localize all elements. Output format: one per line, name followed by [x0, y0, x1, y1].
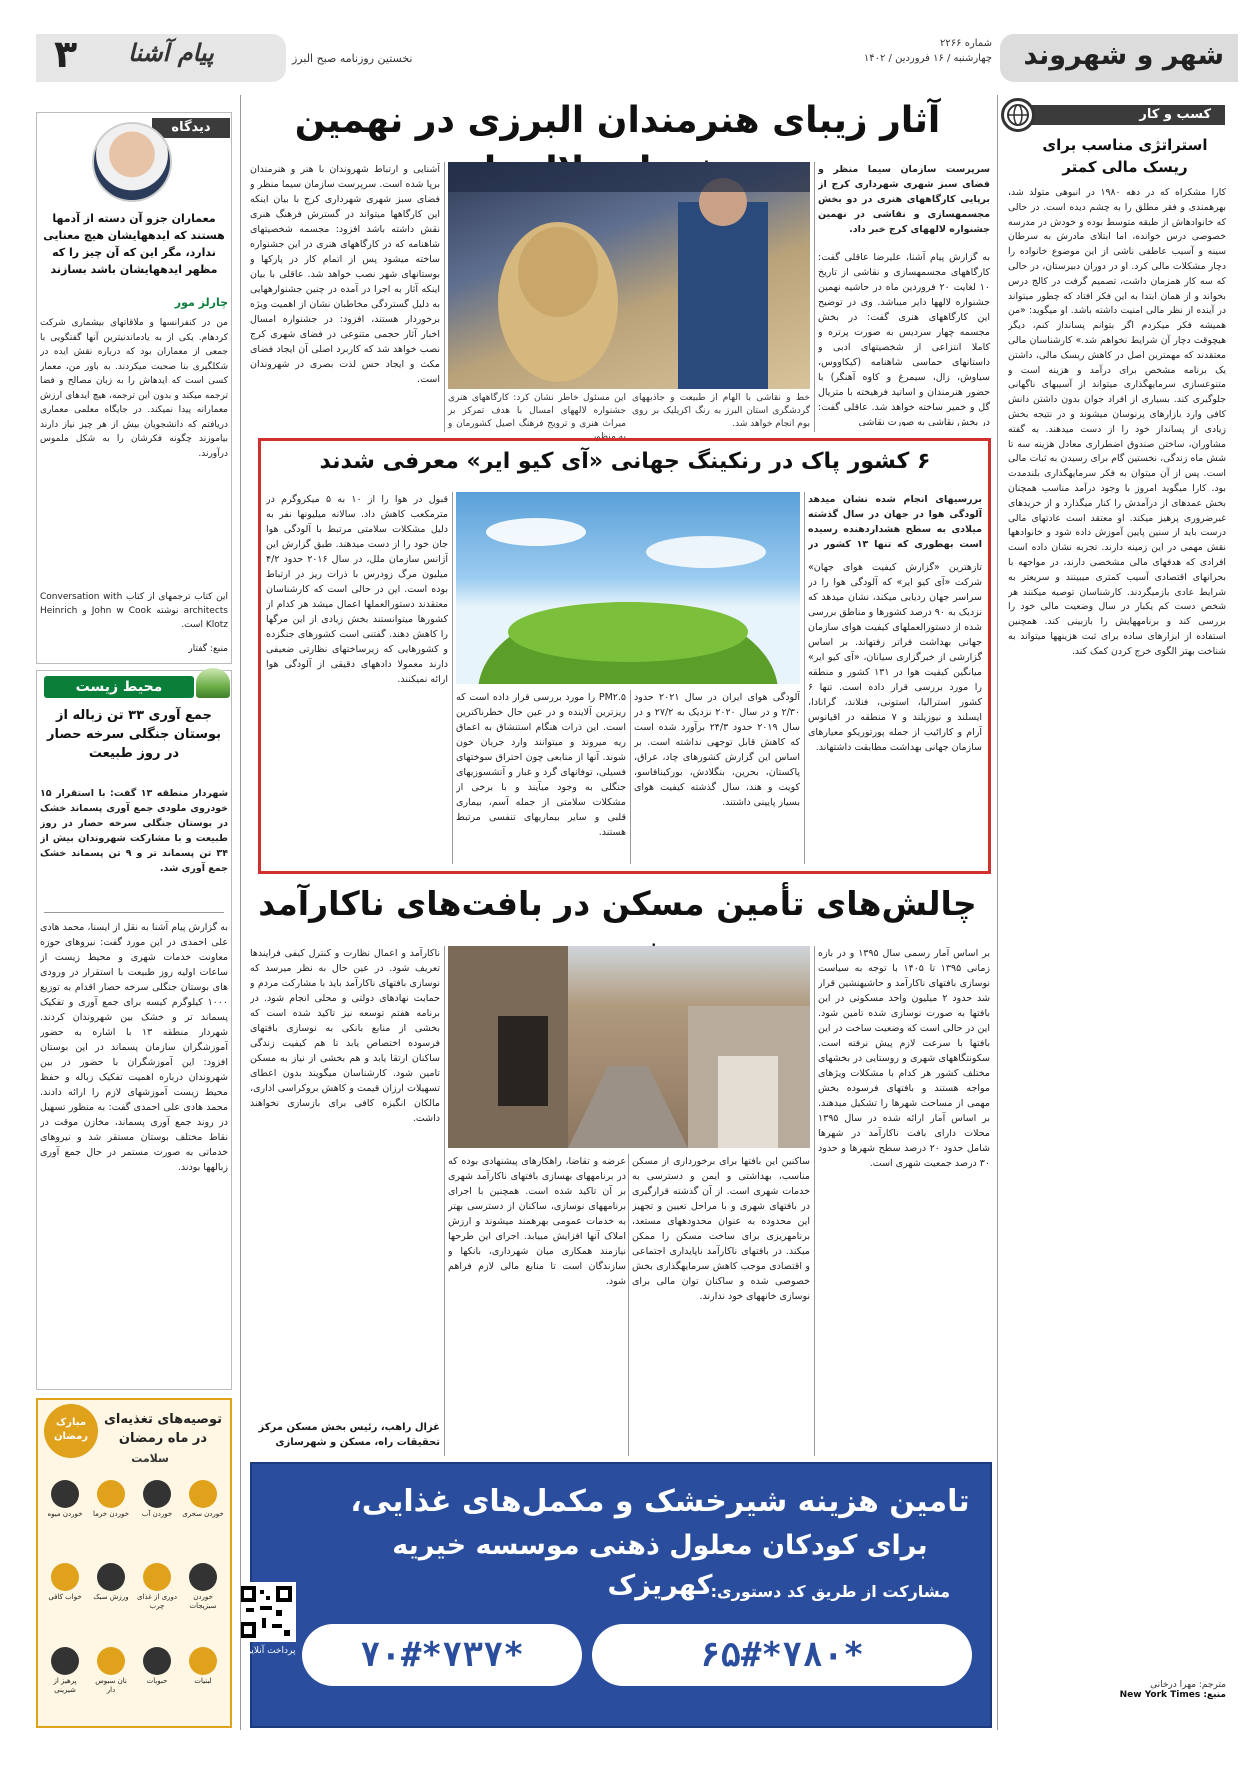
qr-code[interactable] — [236, 1582, 296, 1642]
tip-item — [182, 1557, 224, 1636]
ramadan-logo — [44, 1404, 98, 1458]
paper-masthead — [36, 34, 286, 82]
tip-item — [90, 1641, 132, 1720]
tip-item — [136, 1474, 178, 1553]
opinion-source: منبع: گفتار — [188, 644, 228, 654]
opinion-body: من در کنفرانسها و ملاقاتهای بیشماری شرکت کردهام. یکی از به یادماندنیترین آنها گفتگویی با جمعی از معماران بود که درباره نقش ایده در شکلگیری بنا صحبت میکردند. به باور من، معمار کسی است که ایدهاش را به زبان مصالح و فضا ترجمه میکند و بدون این ترجمه، هیچ ایدهای ارزش معمارانه پیدا نمیکند. در جایگاه معلمی معماری دریافتم که دانشجویان بیش از هر چیز نیاز دارند بیاموزند چگونه فکرشان را به شکل ملموس درآورند. — [40, 318, 228, 459]
article1-body-a: به گزارش پیام آشنا، علیرضا عاقلی گفت: کارگاههای مجسمهسازی و نقاشی از تاریخ ۱۰ لغایت ۲۰ فروردین ماه در حاشیه نهمین جشنواره لالهها دایر میباشد. وی در توضیح این کارگاههای هنری گفت: در بخش مجسمه چهار سردیس به صورت پرتره و کاملا انتزاعی از شخصیتهای ادبی و داستانهای حماسی شاهنامه (کیکاووس، سیاوش، زال، سیمرغ و کاوه آهنگر) با حضور هنرمندان و اساتید فرهیخته با متریال گل و خمیر ساخته خواهد شد. عاقلی گفت: در بخش نقاشی به صورت نقاشی — [818, 252, 990, 426]
tagline: نخستین روزنامه صبح البرز — [292, 52, 413, 65]
ad-line1: تامین هزینه شیرخشک و مکمل‌های غذایی، — [350, 1484, 970, 1519]
tip-label: لبنیات — [194, 1676, 212, 1685]
article2-lead: بررسیهای انجام شده نشان میدهد آلودگی هوا در جهان در سال گذشته میلادی به سطح هشداردهنده رسیده است بهطوری که تنها ۱۳ کشور در — [808, 494, 982, 550]
article1-photo — [448, 162, 810, 389]
article1-caption-2: این مسئول خاطر نشان کرد: کارگاههای هنری جشنواره لالههای امسال با هدف تمرکز بر میراث هنری و ترویج فرهنگ اصیل کشورمان و به منظور — [448, 393, 626, 442]
opinion-author: چارلز مور — [174, 296, 228, 309]
tip-icon — [51, 1480, 79, 1508]
article2-photo — [456, 492, 800, 684]
article3-body-d: عرضه و تقاضا، راهکارهای پیشنهادی بوده که در برنامههای بهسازی بافتهای ناکارآمد شهری بر آن تاکید شده است. همچنین با اجرای برنامههای نوسازی، ساکنان از دسترسی بهتر به خدمات عمومی بهرهمند میشوند و ارزش املاک آنها افزایش مییابد. اجرای این طرحها نیازمند همکاری میان شهرداری، بانکها و سازندگان است تا منابع مالی لازم فراهم شود. — [448, 1156, 626, 1287]
globe-icon — [1001, 98, 1035, 132]
issue-date: چهارشنبه / ۱۶ فروردین / ۱۴۰۲ — [863, 53, 992, 64]
page-number: ۳ — [54, 32, 78, 76]
tip-icon — [143, 1563, 171, 1591]
issue-number: شماره ۲۲۶۶ — [940, 38, 992, 49]
article3-author: غزال راهب، رئیس بخش مسکن مرکز تحقیقات راه، مسکن و شهرسازی — [258, 1422, 440, 1448]
business-body: کارا مشکراه که در دهه ۱۹۸۰ در انبوهی متولد شد، بهرهمندی و فقر مطلق را به چشم دیده است. در حالی که خانوادهاش از طبقه متوسط بوده و خودش در مدرسه خصوصی درس خوانده، اما ابتلای مادرش به سرطان سینه و آسیب عاطفی ناشی از این موضوع خانواده را دچار مشکلات مالی کرد. او در دوران دبیرستان، در حالی که سه کار همزمان داشت، تصمیم گرفت در کالج درس بخواند و از همان ابتدا به این فکر افتاد که چطور میتواند در آینده از نظر مالی امنیت داشته باشد. او میگوید: «من همیشه فکر میکردم اگر بتوانم پسانداز کنم، دیگر هیچوقت دچار آن شرایط نخواهم شد.» کارشناسان مالی معتقدند که مهمترین اصل در کاهش ریسک مالی، داشتن یک برنامه مشخص برای درآمد و هزینه است و متنوعسازی سرمایهگذاری میتواند از آسیبهای ناگهانی جلوگیری کند. بسیاری از افراد جوان بدون داشتن دانش کافی وارد بازارهای پرنوسان میشوند و در نتیجه بخش زیادی از پسانداز خود را از دست میدهند. به گفته مشاوران، ساختن صندوق اضطراری معادل هزینه سه تا شش ماه زندگی، نخستین گام برای رسیدن به ثبات مالی است. پس از آن میتوان به فکر سرمایهگذاری بلندمدت بود. کارا میگوید امروز با وجود درآمد مناسب همچنان بخش عمدهای از درآمدش را کنار میگذارد و از خریدهای غیرضروری پرهیز میکند. او معتقد است عادتهای مالی درست باید از سنین پایین آموزش داده شود و خانوادهها نقش مهمی در این زمینه دارند. تجربه نشان داده است افرادی که هدفهای مالی مشخصی دارند، در مواجهه با بحرانهای اقتصادی آسیب کمتری میبینند و سریعتر به شرایط عادی بازمیگردند. کارشناسان توصیه میکنند هر شخص دست کم یکبار در سال وضعیت مالی خود را بررسی کند و برنامههایش را بازبینی کند. همچنین استفاده از ابزارهای ساده برای ثبت هزینهها میتواند به شناخت بهتر الگوی خرج کردن کمک کند. — [1008, 187, 1226, 657]
tip-label: خواب کافی — [48, 1593, 82, 1602]
tip-label: خوردن خرما — [93, 1510, 129, 1518]
tip-label: حبوبات — [146, 1676, 168, 1685]
tip-label: خوردن میوه — [47, 1510, 83, 1518]
tip-icon — [143, 1480, 171, 1508]
tip-item — [182, 1641, 224, 1720]
ad-code-2 — [302, 1624, 582, 1686]
ad-line3: مشارکت از طریق کد دستوری: — [710, 1582, 950, 1601]
environment-badge — [44, 676, 194, 698]
article1-lead: سرپرست سازمان سیما منظر و فضای سبز شهری شهرداری کرج از برپایی کارگاههای هنری در دو بخش مجسمهسازی و نقاشی در نهمین جشنواره لالههای کرج خبر داد. — [818, 164, 990, 235]
business-badge — [1010, 105, 1225, 125]
article3-body-b: ناکارآمد و اعمال نظارت و کنترل کیفی فرایندها تعریف شود. در عین حال به نظر میرسد که نوسازی بافتهای ناکارآمد باید با مشارکت مردم و حمایت نهادهای دولتی و محلی انجام شود. در برنامه هفتم توسعه نیز تاکید شده است که بخشی از منابع بانکی به نوسازی بافتهای فرسوده اختصاص یابد تا هم کیفیت زندگی ساکنان ارتقا یابد و هم بخشی از نیاز به مسکن تامین شود. کارشناسان میگویند بدون اعطای تسهیلات ارزان قیمت و کاهش بروکراسی اداری، مالکان انگیزه کافی برای بازسازی نخواهند داشت. — [250, 948, 440, 1124]
author-avatar — [92, 122, 172, 202]
tip-label: خوردن سبزیجات — [189, 1593, 217, 1611]
issue-info — [862, 38, 992, 78]
article2-body-c: PM۲.۵ را مورد بررسی قرار داده است که ریزترین آلاینده و در عین حال خطرناکترین است. این ذرات هنگام استنشاق به اعماق ریه میروند و میتوانند وارد جریان خون شوند. آنها از منابعی چون احتراق سوختهای فسیلی، توفانهای گرد و غبار و آتشسوزیهای جنگلی به وجود میآیند و با برخی از مشکلات سلامتی از جمله آسم، بیماری قلبی و سایر بیماریهای تنفسی مرتبط هستند. — [456, 692, 626, 838]
tip-item — [136, 1557, 178, 1636]
tip-item — [90, 1557, 132, 1636]
ad-code-1 — [592, 1624, 972, 1686]
ad-line2: برای کودکان معلول ذهنی موسسه خیریه کهریزک — [392, 1530, 928, 1601]
article1-headline: آثار زیبای هنرمندان البرزی در نهمین — [294, 100, 941, 141]
environment-body: به گزارش پیام آشنا به نقل از ایسنا، محمد هادی علی احمدی در این مورد گفت: نیروهای حوزه معاونت خدمات شهری و محیط زیست از ساعات اولیه روز طبیعت با استقرار در ورودی های بوستان جنگلی سرخه حصار اقدام به توزیع ۱۰۰۰ کیلوگرم کیسه برای جمع آوری و تفکیک پسماند تر و خشک بین شهروندان کردند. شهردار منطقه ۱۳ با اشاره به حضور آموزشگران سازمان پسماند در این بوستان افزود: این آموزشگران با حضور در بین شهروندان درباره اهمیت تفکیک زباله و حفظ محیط زیست آموزشهای لازم را ارائه دادند. محمد هادی علی احمدی گفت: به منظور تسهیل در روند جمع آوری پسماند، مخازن موقت در نقاط مختلف بوستان مستقر شد و نیروهای خدماتی به صورت مستمر در حال جمع آوری زبالهها بودند. — [40, 922, 228, 1173]
opinion-badge-label: دیدگاه — [171, 120, 211, 135]
article1-body-b: آشنایی و ارتباط شهروندان با هنر و هنرمندان برپا شده است. سرپرست سازمان سیما منظر و فضای سبز شهری شهرداری کرج با بیان اینکه این کارگاهها میتواند در گسترش فرهنگ هنری نقش داشته باشد افزود: مجسمه شخصیتهای شاهنامه که در کارگاههای هنری در این جشنواره ساخته میشود پس از اتمام کار در پارکها و بوستانهای شهر نصب خواهد شد. عاقلی با بیان اینکه آثار به اجرا در آمده در چنین جشنوارههایی به دلیل گستردگی مخاطبان نشان از اهمیت ویژه برخوردار هستند، افزود: در جشنواره امسال اخبار آثار حجمی متنوعی در فضای شهری کرج نصب خواهد شد که کاربرد اصلی آن ایجاد فضای مکث و ایجاد حس لذت بصری در شهروندان است. — [250, 164, 440, 385]
tip-item — [44, 1641, 86, 1720]
tip-icon — [189, 1563, 217, 1591]
tip-item — [182, 1474, 224, 1553]
section-header — [1000, 34, 1238, 82]
tip-icon — [143, 1647, 171, 1675]
tip-item — [136, 1641, 178, 1720]
qr-label: پرداخت آنلاین — [244, 1646, 296, 1656]
environment-lead: شهردار منطقه ۱۳ گفت: با استقرار ۱۵ خودروی ملودی جمع آوری پسماند خشک در بوستان جنگلی سرخه حصار در روز طبیعت و با مشارکت شهروندان بیش از ۳۴ تن پسماند تر و ۹ تن پسماند خشک جمع آوری شد. — [40, 788, 228, 874]
article2-body-d: قبول در هوا را از ۱۰ به ۵ میکروگرم در مترمکعب کاهش داد. سالانه میلیونها نفر به دلیل مشکلات سلامتی مرتبط با آلودگی هوا جان خود را از دست میدهند. طبق گزارش این آژانس سازمان ملل، در سال ۲۰۱۶ حدود ۴/۲ میلیون مرگ زودرس با ذرات ریز در ارتباط بوده است. این در حالی است که کارشناسان معتقدند دستورالعملها اعمال میشد هر کدام از کشورها میتوانستند بخش زیادی از این مرگها را کاهش دهند. گفتنی است کشورهای جنگزده و کشورهایی که زیرساختهای نظارتی ضعیفی دارند معمولا دادههای دقیقی از آلودگی هوا ارائه نمیکنند. — [266, 494, 448, 685]
tip-icon — [51, 1563, 79, 1591]
article3-headline: چالش‌های تأمین مسکن در بافت‌های ناکارآمد — [258, 884, 977, 923]
business-badge-label: کسب و کار — [1139, 107, 1211, 122]
ramadan-brand: سلامت — [131, 1452, 169, 1465]
business-title: استراتژی مناسب برای ریسک مالی کمتر — [1042, 136, 1208, 176]
business-source — [1008, 1680, 1226, 1700]
environment-headline: جمع آوری ۳۳ تن زباله از بوستان جنگلی سرخه حصار در روز طبیعت — [46, 708, 222, 761]
tip-label: پرهیز از شیرینی — [53, 1676, 77, 1694]
tip-item — [44, 1557, 86, 1636]
business-translator: مترجم: مهرا درخانی — [1150, 1680, 1226, 1690]
opinion-badge — [152, 118, 230, 138]
article3-body-a: بر اساس آمار رسمی سال ۱۳۹۵ و در بازه زمانی ۱۳۹۵ تا ۱۴۰۵ با توجه به سیاست نوسازی بافتهای ناکارآمد و حاشیهنشین قرار شد حدود ۲ میلیون واحد مسکونی در این بافتها به صورت نوسازی شده تامین شود. این در حالی است که وضعیت ساخت در این بافتها با سرعت لازم پیش نرفته است. سکونتگاههای شهری و روستایی در بخشهای مختلف کشور هر کدام با مشکلات ویژهای مواجه هستند و بافتهای فرسوده بخش مهمی از مساحت شهرها را تشکیل میدهند. بر اساس آمار ارائه شده در سال ۱۳۹۵ محلات دارای بافت ناکارآمد در شهرها شامل حدود ۲۰ درصد سطح شهرها و حدود ۳۰ درصد جمعیت شهری است. — [818, 948, 990, 1169]
tip-icon — [51, 1647, 79, 1675]
paper-logo: پیام آشنا — [128, 38, 214, 67]
charity-ad — [244, 1462, 992, 1728]
article2-headline: ۶ کشور پاک در رنکینگ جهانی «آی کیو ایر» معرفی شدند — [319, 449, 931, 474]
tip-label: دوری از غذای چرب — [137, 1593, 177, 1611]
tip-label: خوردن سحری — [182, 1510, 224, 1518]
leaf-icon — [196, 668, 230, 698]
article3-photo — [448, 946, 810, 1148]
article3-body-c: ساکنین این بافتها برای برخورداری از مسکن مناسب، بهداشتی و ایمن و دسترسی به خدمات شهری است. از آن گذشته قرارگیری در بافتهای شهری و با مراحل تعیین و تجهیز این محدوده به عنوان محدودههای مستعد، برنامهریزی برای ساخت مسکن را ممکن میکند. در بافتهای ناکارآمد ناپایداری اجتماعی و اقتصادی موجب کاهش سرمایهگذاری بخش خصوصی شده و ساکنان توان مالی برای نوسازی خانههای خود ندارند. — [632, 1156, 810, 1302]
tip-label: ورزش سبک — [93, 1593, 129, 1602]
tip-icon — [97, 1480, 125, 1508]
tip-icon — [97, 1563, 125, 1591]
ramadan-logo-text: مبارک رمضان — [53, 1417, 89, 1442]
ramadan-title: توصیه‌های تغذیه‌ای در ماه رمضان — [104, 1412, 222, 1446]
tip-item — [90, 1474, 132, 1553]
tip-label: نان سبوس دار — [95, 1676, 127, 1694]
environment-badge-label: محیط زیست — [75, 679, 163, 695]
opinion-quote: معماران جزو آن دسته از آدمها هستند که ایدههایشان هیچ معنایی ندارد، مگر این که آن چیز را که مظهر ایدههایشان باشد بسازند — [43, 212, 225, 276]
tip-icon — [189, 1480, 217, 1508]
tip-item — [44, 1474, 86, 1553]
ad-code-2-text: *۷۳۷*۷۰# — [360, 1635, 524, 1675]
ramadan-tips-grid — [44, 1474, 224, 1720]
article1-caption-1: خط و نقاشی با الهام از طبیعت و جاذبههای گردشگری استان البرز به رنگ اکریلیک بر روی بوم انجام خواهد شد. — [632, 393, 810, 429]
article2-body-b: آلودگی هوای ایران در سال ۲۰۲۱ حدود ۲/۳۰ و در سال ۲۰۲۰ نزدیک به ۲۷/۲ و در سال ۲۰۱۹ حدود ۲۴/۳ برآورد شده است که کاهش قابل توجهی نداشته است. بر اساس این گزارش کشورهای چاد، عراق، پاکستان، بحرین، بنگلادش، بورکینافاسو، کویت و هند، سال گذشته کیفیت هوای بسیار پایینی داشتند. — [634, 692, 800, 808]
tip-icon — [189, 1647, 217, 1675]
section-title: شهر و شهروند — [1023, 40, 1224, 71]
ad-code-1-text: *۷۸۰*۶۵# — [700, 1635, 864, 1675]
article2-body-a: تازهترین «گزارش کیفیت هوای جهان» شرکت «آی کیو ایر» که آلودگی هوا را در سراسر جهان ردیابی میکند، نشان میدهد که نزدیک به ۹۰ درصد کشورها و مناطق بررسی شده از دستورالعملهای کیفیت هوای سازمان جهانی بهداشت فراتر رفتهاند. بر اساس گزارشی از خبرگزاری سیانان، «آی کیو ایر» میانگین کیفیت هوا در ۱۳۱ کشور و منطقه را مورد بررسی قرار داده است. تنها ۶ کشور استرالیا، استونی، فنلاند، گرانادا، ایسلند و نیوزیلند و ۷ منطقه در اقیانوس آرام و کارائیب از جمله پورتوریکو معیارهای سازمان جهانی بهداشت مطابقت داشتهاند. — [808, 562, 982, 753]
tip-icon — [97, 1647, 125, 1675]
opinion-book: این کتاب ترجمهای از کتاب Conversation with architects نوشته John w Cook و Heinrich Klotz است. — [40, 592, 228, 630]
tip-label: خوردن آب — [141, 1510, 173, 1518]
business-paper-source: منبع: New York Times — [1119, 1690, 1226, 1700]
